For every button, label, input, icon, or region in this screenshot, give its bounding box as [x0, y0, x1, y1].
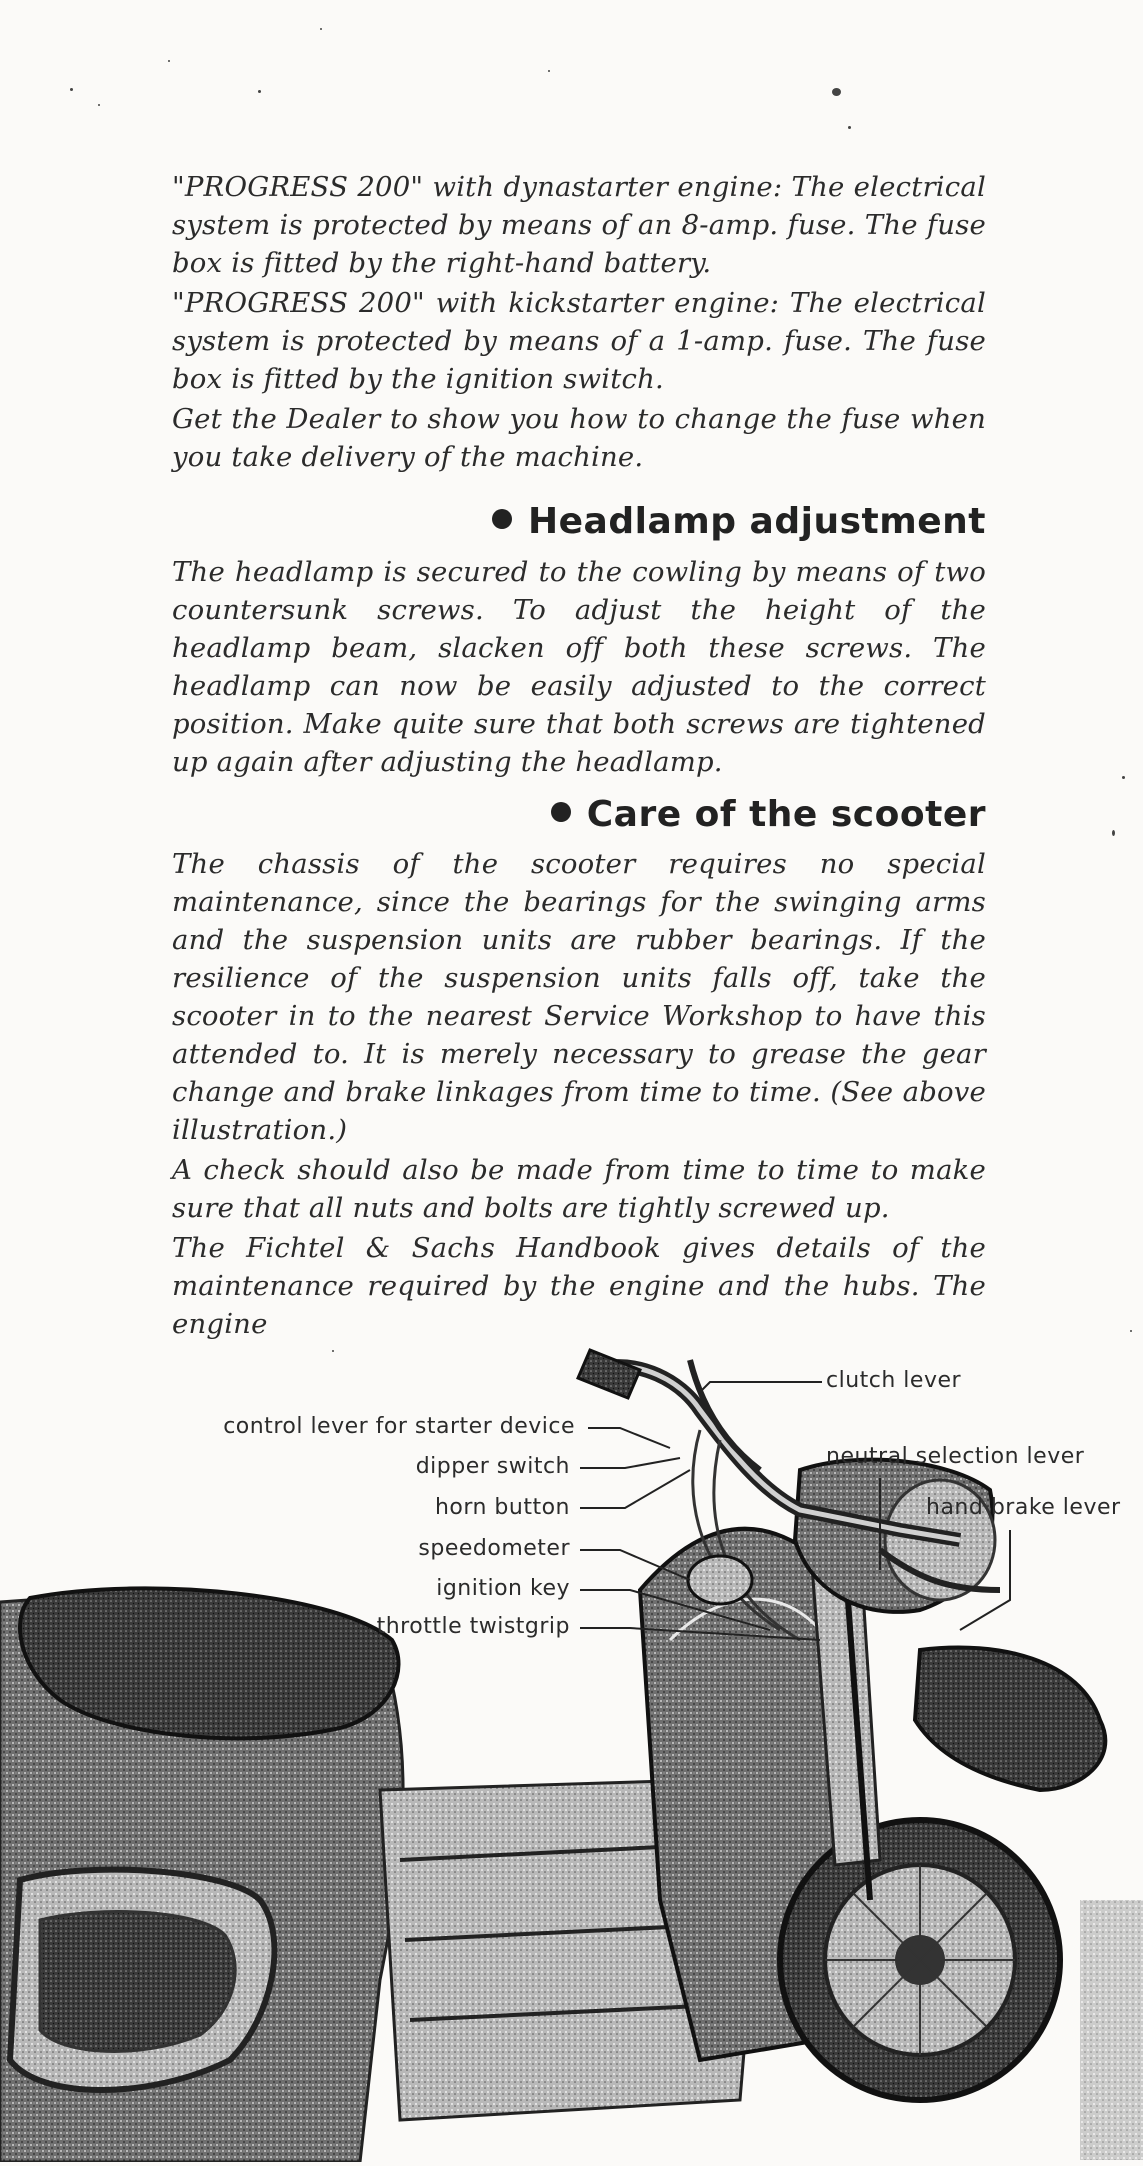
label-hand-brake-lever: hand brake lever [926, 1495, 1121, 1520]
bullet-icon [551, 802, 571, 822]
label-throttle-twistgrip: throttle twistgrip [376, 1614, 570, 1639]
label-control-lever: control lever for starter device [223, 1414, 575, 1439]
scan-speck [98, 104, 100, 106]
scan-speck [1122, 776, 1125, 779]
label-clutch-lever: clutch lever [826, 1368, 962, 1393]
scan-speck [70, 88, 73, 91]
scan-speck [832, 88, 841, 96]
scan-speck [548, 70, 550, 72]
label-dipper-switch: dipper switch [415, 1454, 570, 1479]
headlamp-text [172, 553, 986, 783]
label-speedometer: speedometer [418, 1536, 570, 1561]
paragraph: The headlamp is secured to the cowling by means of two countersunk screws. To adjust the height of the headlamp beam, slacken off both these screws. The headlamp can now be easily adjusted to the correct position. Make quite sure that both screws are tightened up again after adjusting the headlamp. [172, 556, 986, 778]
section-heading [492, 500, 986, 544]
scan-speck [320, 28, 322, 30]
section-heading [551, 793, 986, 837]
paragraph: Get the Dealer to show you how to change the fuse when you take delivery of the machine. [172, 403, 986, 473]
scan-speck [168, 60, 170, 62]
scan-speck [1112, 830, 1115, 836]
care-text [172, 845, 986, 1345]
heading-label: Headlamp adjustment [528, 501, 986, 542]
scan-speck [1130, 1330, 1132, 1332]
intro-text [172, 168, 986, 478]
bullet-icon [492, 509, 512, 529]
label-ignition-key: ignition key [436, 1576, 570, 1601]
paragraph: The chassis of the scooter requires no special maintenance, since the bearings for the swinging arms and the suspension units are rubber bearings. If the resilience of the suspension units falls off, take the scooter in to the nearest Service Workshop to have this attended to. It is merely necessary to grease the gear change and brake linkages from time to time. (See above illustration.) [172, 848, 986, 1146]
label-horn-button: horn button [434, 1495, 570, 1520]
paragraph: "PROGRESS 200" with kickstarter engine: The electrical system is protected by means of a 1-amp. fuse. The fuse box is fitted by the ignition switch. [172, 287, 986, 395]
paragraph: A check should also be made from time to time to make sure that all nuts and bolts are tightly screwed up. [172, 1154, 986, 1224]
label-neutral-selection-lever: neutral selection lever [826, 1444, 1085, 1469]
scan-speck [258, 90, 261, 93]
heading-label: Care of the scooter [586, 794, 986, 835]
paragraph: The Fichtel & Sachs Handbook gives details of the maintenance required by the engine and the hubs. The engine [172, 1232, 986, 1340]
scooter-illustration [0, 1340, 1143, 2162]
scan-speck [848, 126, 851, 129]
paragraph: "PROGRESS 200" with dynastarter engine: The electrical system is protected by means of an 8-amp. fuse. The fuse box is fitted by the right-hand battery. [172, 171, 986, 279]
